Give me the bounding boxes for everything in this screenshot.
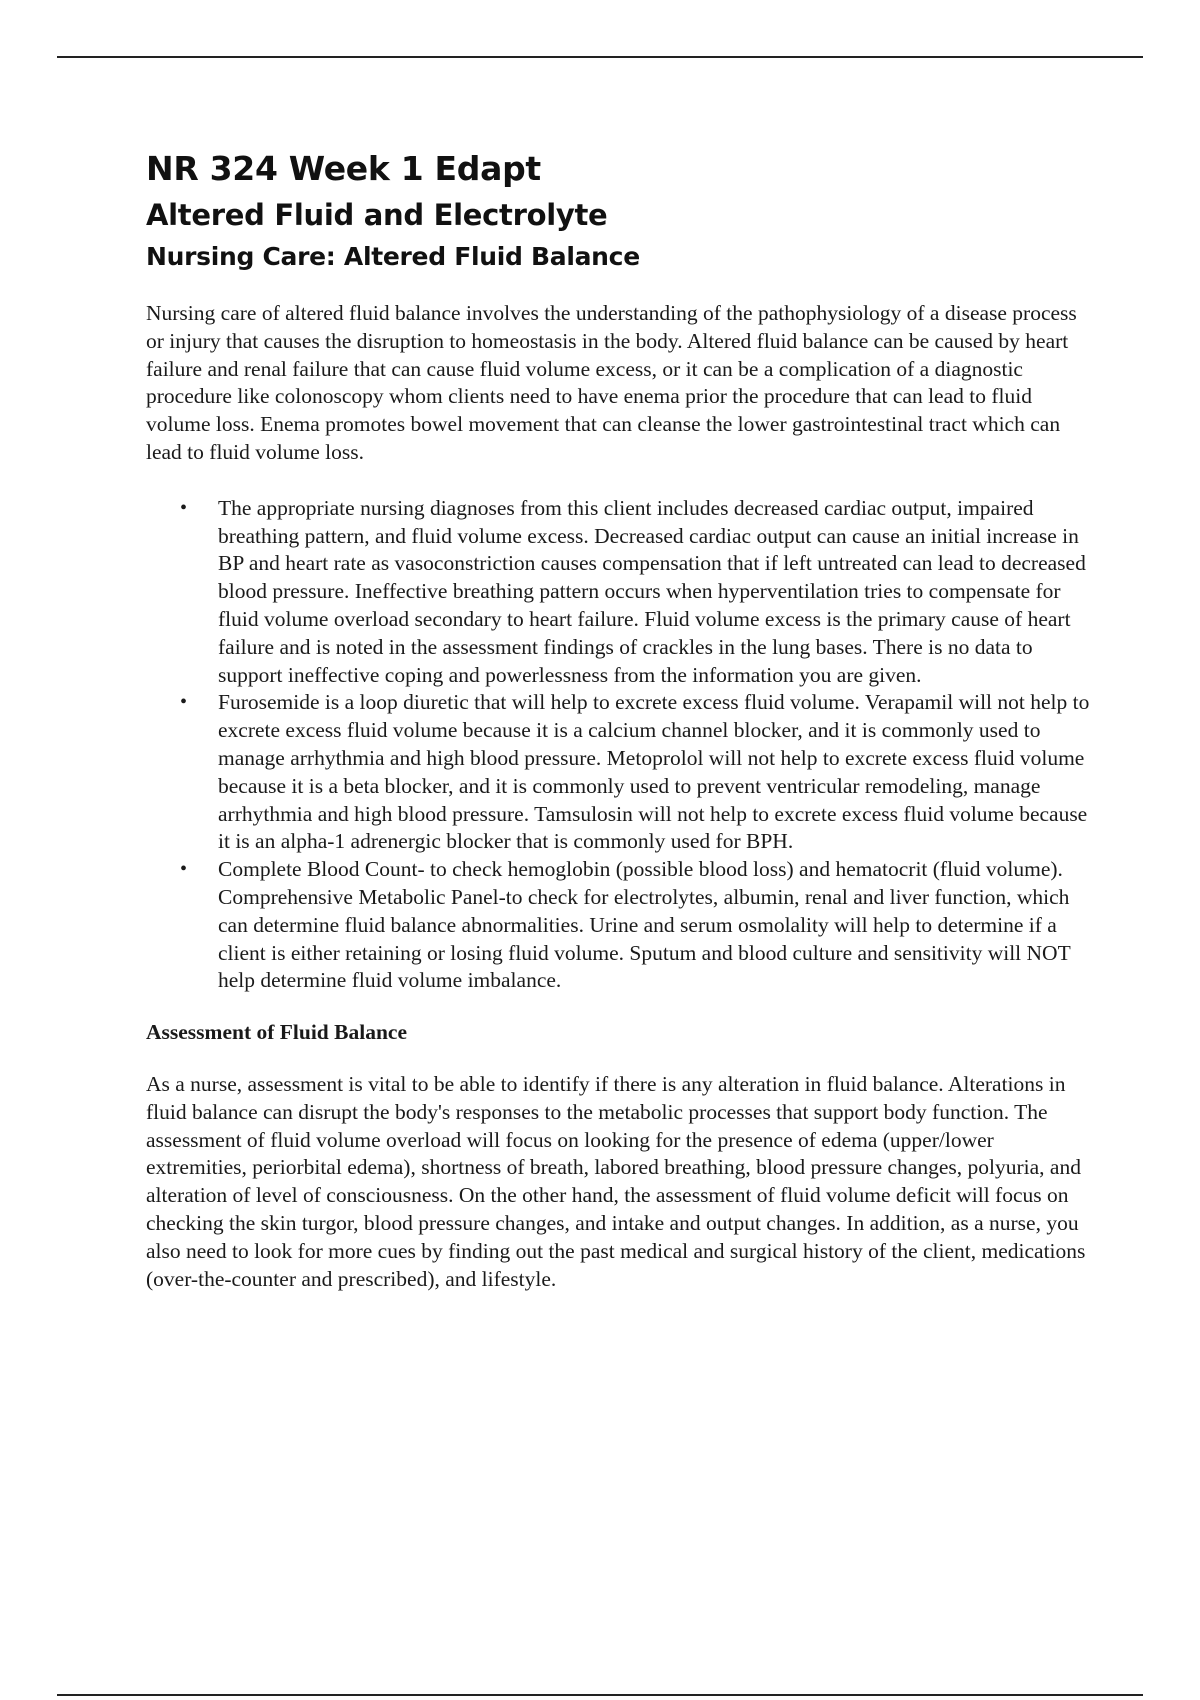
list-item <box>180 856 1096 995</box>
list-item <box>180 495 1096 690</box>
list-item-text: Furosemide is a loop diuretic that will help to excrete excess fluid volume. Verapamil will not help to excrete excess fluid volume because it is a calcium channel blocker, and it is commonly used to manage arrhythmia and high blood pressure. Metoprolol will not help to excrete excess fluid volume because it is a beta blocker, and it is commonly used to prevent ventricular remodeling, manage arrhythmia and high blood pressure. Tamsulosin will not help to excrete excess fluid volume because it is an alpha-1 adrenergic blocker that is commonly used for BPH. <box>218 690 1090 854</box>
footer-rule <box>57 1694 1143 1696</box>
bullet-icon: • <box>180 858 188 881</box>
document-subtitle: Altered Fluid and Electrolyte <box>146 198 608 232</box>
list-item-text: The appropriate nursing diagnoses from this client includes decreased cardiac output, impaired breathing pattern, and fluid volume excess. Decreased cardiac output can cause an initial increase in BP and heart rate as vasoconstriction causes compensation that if left untreated can lead to decreased blood pressure. Ineffective breathing pattern occurs when hyperventilation tries to compensate for fluid volume overload secondary to heart failure. Fluid volume excess is the primary cause of heart failure and is noted in the assessment findings of crackles in the lung bases. There is no data to support ineffective coping and powerlessness from the information you are given. <box>218 495 1086 687</box>
assessment-paragraph: As a nurse, assessment is vital to be able to identify if there is any alteration in fluid balance. Alterations in fluid balance can disrupt the body's responses to the metabolic processes that support body function. The assessment of fluid volume overload will focus on looking for the presence of edema (upper/lower extremities, periorbital edema), shortness of breath, labored breathing, blood pressure changes, polyuria, and alteration of level of consciousness. On the other hand, the assessment of fluid volume deficit will focus on checking the skin turgor, blood pressure changes, and intake and output changes. In addition, as a nurse, you also need to look for more cues by finding out the past medical and surgical history of the client, medications (over-the-counter and prescribed), and lifestyle. <box>146 1071 1086 1291</box>
document-body <box>146 146 1096 1293</box>
assessment-heading: Assessment of Fluid Balance <box>146 1020 407 1045</box>
document-title: NR 324 Week 1 Edapt <box>146 149 541 188</box>
list-item-text: Complete Blood Count- to check hemoglobin (possible blood loss) and hematocrit (fluid volume). Comprehensive Metabolic Panel-to check for electrolytes, albumin, renal and liver function, which can determine fluid balance abnormalities. Urine and serum osmolality will help to determine if a client is either retaining or losing fluid volume. Sputum and blood culture and sensitivity will NOT help determine fluid volume imbalance. <box>218 857 1071 993</box>
list-item <box>180 689 1096 856</box>
bullet-list <box>146 495 1096 995</box>
intro-paragraph: Nursing care of altered fluid balance involves the understanding of the pathophysiology of a disease process or injury that causes the disruption to homeostasis in the body. Altered fluid balance can be caused by heart failure and renal failure that can cause fluid volume excess, or it can be a complication of a diagnostic procedure like colonoscopy whom clients need to have enema prior the procedure that can lead to fluid volume loss. Enema promotes bowel movement that can cleanse the lower gastrointestinal tract which can lead to fluid volume loss. <box>146 301 1077 464</box>
bullet-icon: • <box>180 496 188 519</box>
bullet-icon: • <box>180 691 188 714</box>
header-rule <box>57 56 1143 58</box>
section-heading: Nursing Care: Altered Fluid Balance <box>146 242 640 271</box>
